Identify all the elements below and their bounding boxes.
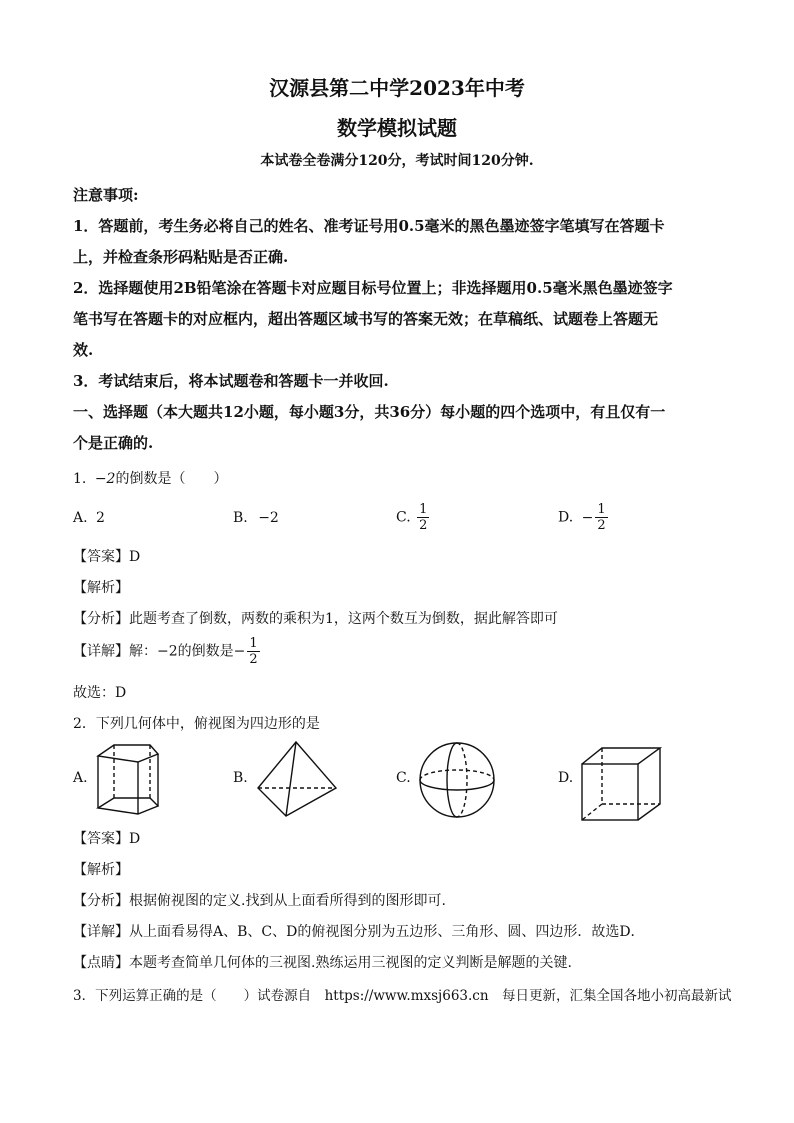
exam-info: 本试卷全卷满分120分，考试时间120分钟. xyxy=(260,153,534,169)
q1-fenxi xyxy=(73,608,558,628)
xiangjie-tag: 【详解】 xyxy=(73,924,129,940)
xiangjie-tag: 【详解】 xyxy=(73,643,129,660)
sphere-icon xyxy=(415,740,499,820)
q2-option-d-label: D. xyxy=(558,770,574,786)
q2-fenxi xyxy=(73,890,446,910)
option-a-label: A. xyxy=(73,510,88,526)
q1-option-b xyxy=(233,510,279,526)
question-1-number: 1. xyxy=(73,471,87,487)
q2-option-a-label: A. xyxy=(73,770,88,786)
answer-value: D xyxy=(129,831,141,847)
question-1-expression: −2 xyxy=(94,471,116,487)
xiangjie-text: 从上面看易得A、B、C、D的俯视图分别为五边形、三角形、圆、四边形．故选D． xyxy=(129,924,645,940)
q2-dianjing xyxy=(73,952,572,972)
option-d-sign: − xyxy=(581,509,594,526)
notes-heading: 注意事项: xyxy=(73,186,139,204)
note-1-line-1: 1．答题前，考生务必将自己的姓名、准考证号用0.5毫米的黑色墨迹签字笔填写在答题卡 xyxy=(73,217,665,235)
question-2-stem: 2．下列几何体中，俯视图为四边形的是 xyxy=(73,716,320,732)
question-1-text: 的倒数是（ ） xyxy=(115,471,228,487)
exam-subject-title: 数学模拟试题 xyxy=(337,116,457,140)
fraction-numerator: 1 xyxy=(597,502,606,517)
xiangjie-fraction xyxy=(247,636,259,667)
q1-option-c xyxy=(396,502,431,533)
fraction-numerator: 1 xyxy=(419,502,428,517)
xiangjie-text: 解：−2的倒数是 xyxy=(129,643,234,660)
option-a-value: 2 xyxy=(96,510,105,526)
xiangjie-sign: − xyxy=(233,643,246,660)
fraction-numerator: 1 xyxy=(249,636,258,651)
fenxi-tag: 【分析】 xyxy=(73,611,129,627)
pentagonal-prism-icon xyxy=(90,742,166,822)
dianjing-text: 本题考查简单几何体的三视图.熟练运用三视图的定义判断是解题的关键. xyxy=(129,955,572,971)
option-b-value: −2 xyxy=(258,510,279,526)
note-3: 3．考试结束后，将本试题卷和答题卡一并收回. xyxy=(73,372,389,390)
q1-choice: 故选：D xyxy=(73,685,127,701)
exam-title: 汉源县第二中学2023年中考 xyxy=(269,76,525,100)
note-1-line-2: 上，并检查条形码粘贴是否正确. xyxy=(73,248,289,266)
option-d-fraction xyxy=(595,502,607,533)
q2-xiangjie xyxy=(73,921,645,941)
q1-xiangjie xyxy=(73,636,262,667)
q1-option-d xyxy=(558,502,610,533)
q2-answer xyxy=(73,828,140,848)
section-1-heading-line-1: 一、选择题（本大题共12小题，每小题3分，共36分）每小题的四个选项中，有且仅有一 xyxy=(73,403,666,421)
q1-analysis-tag: 【解析】 xyxy=(73,580,129,596)
fraction-denominator: 2 xyxy=(249,652,258,667)
cube-icon xyxy=(578,744,664,824)
option-d-label: D. xyxy=(558,509,574,526)
dianjing-tag: 【点睛】 xyxy=(73,955,129,971)
answer-tag: 【答案】 xyxy=(73,831,129,847)
note-2-line-3: 效. xyxy=(73,341,94,359)
question-1-stem xyxy=(73,468,227,488)
option-c-fraction xyxy=(417,502,429,533)
fenxi-tag: 【分析】 xyxy=(73,893,129,909)
note-2-line-2: 笔书写在答题卡的对应框内，超出答题区域书写的答案无效；在草稿纸、试题卷上答题无 xyxy=(73,310,659,328)
q2-option-b-label: B. xyxy=(233,770,248,786)
fraction-denominator: 2 xyxy=(419,518,428,533)
section-1-heading-line-2: 个是正确的. xyxy=(73,434,154,452)
q2-analysis-tag: 【解析】 xyxy=(73,862,129,878)
pyramid-icon xyxy=(250,738,342,822)
answer-value: D xyxy=(129,549,141,565)
fraction-denominator: 2 xyxy=(597,518,606,533)
question-3-stem: 3．下列运算正确的是（ ）试卷源自 https://www.mxsj663.cn 每日更新，汇集全国各地小初高最新试 xyxy=(73,988,732,1004)
option-b-label: B. xyxy=(233,510,248,526)
q2-option-c-label: C. xyxy=(396,770,411,786)
note-2-line-1: 2．选择题使用2B铅笔涂在答题卡对应题目标号位置上；非选择题用0.5毫米黑色墨迹签字 xyxy=(73,279,673,297)
q1-answer xyxy=(73,546,140,566)
answer-tag: 【答案】 xyxy=(73,549,129,565)
fenxi-text: 根据俯视图的定义.找到从上面看所得到的图形即可. xyxy=(129,893,446,909)
option-c-label: C. xyxy=(396,509,411,526)
fenxi-text: 此题考查了倒数，两数的乘积为1，这两个数互为倒数，据此解答即可 xyxy=(129,611,558,627)
q1-option-a xyxy=(73,510,105,526)
